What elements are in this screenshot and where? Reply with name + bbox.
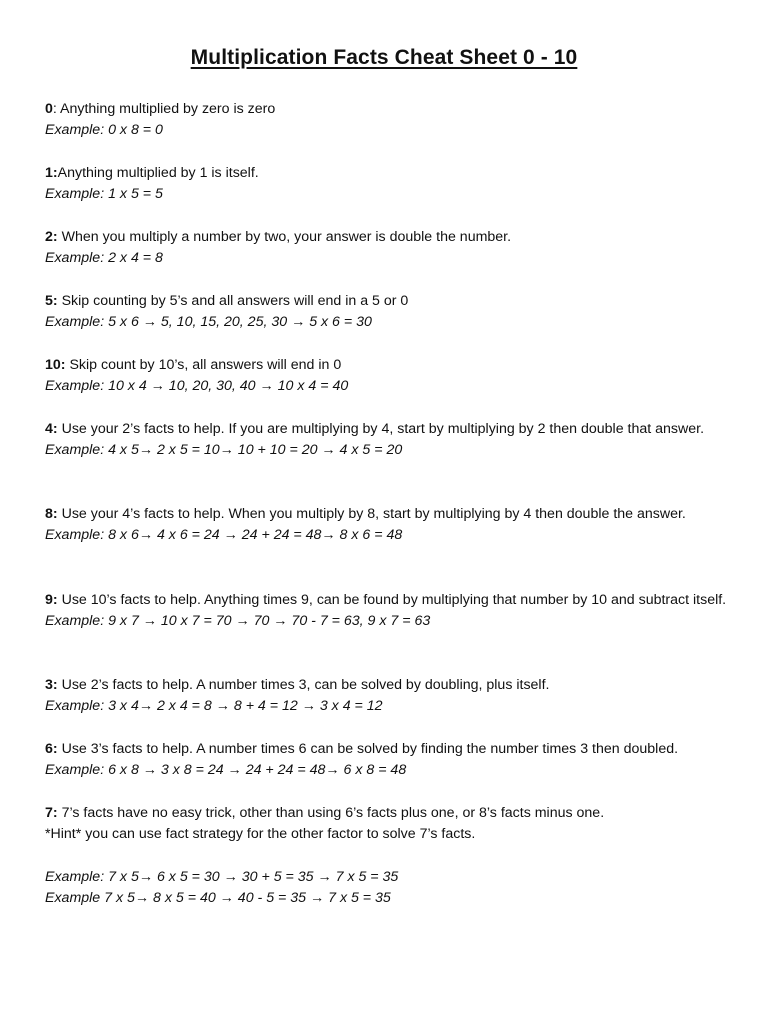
page-title: Multiplication Facts Cheat Sheet 0 - 10 <box>190 46 578 69</box>
rule-2-example: Example: 2 x 4 = 8 <box>45 250 163 266</box>
rule-1-example: Example: 1 x 5 = 5 <box>45 186 163 202</box>
rule-3-text <box>45 675 735 696</box>
rule-8-number: 8: <box>45 506 58 522</box>
rule-7-example-1: Example: 7 x 5→ 6 x 5 = 30 → 30 + 5 = 35 → 7 x 5 = 35 <box>45 869 399 885</box>
rule-6-description: Use 3’s facts to help. A number times 6 can be solved by finding the number times 3 then doubled. <box>57 741 679 757</box>
rule-9-description: Use 10’s facts to help. Anything times 9, can be found by multiplying that number by 10 and subtract itself. <box>57 592 727 608</box>
rule-5-number: 5: <box>45 293 58 309</box>
rule-0-separator: : <box>52 101 57 117</box>
rule-6 <box>45 739 735 781</box>
rule-4-text <box>45 419 735 440</box>
rule-6-example: Example: 6 x 8 → 3 x 8 = 24 → 24 + 24 = 48→ 6 x 8 = 48 <box>45 762 407 778</box>
rule-2-text <box>45 227 735 248</box>
rule-10-number: 10: <box>45 357 66 373</box>
rule-8-text <box>45 504 735 525</box>
rule-3-number: 3: <box>45 677 58 693</box>
rule-9-example: Example: 9 x 7 → 10 x 7 = 70 → 70 → 70 - 7 = 63, 9 x 7 = 63 <box>45 613 431 629</box>
rule-0-number: 0 <box>45 101 53 117</box>
rule-7 <box>45 803 735 909</box>
rule-0-example: Example: 0 x 8 = 0 <box>45 122 163 138</box>
rule-8 <box>45 504 735 546</box>
rule-7-example-2: Example 7 x 5→ 8 x 5 = 40 → 40 - 5 = 35 → 7 x 5 = 35 <box>45 890 391 906</box>
rule-8-example: Example: 8 x 6→ 4 x 6 = 24 → 24 + 24 = 48→ 8 x 6 = 48 <box>45 527 403 543</box>
rule-4 <box>45 419 735 461</box>
rule-2-number: 2: <box>45 229 58 245</box>
rule-1-text <box>45 163 735 184</box>
rule-1-number: 1: <box>45 165 58 181</box>
rule-2-description: When you multiply a number by two, your answer is double the number. <box>57 229 512 245</box>
rule-7-hint: *Hint* you can use fact strategy for the other factor to solve 7’s facts. <box>45 826 476 842</box>
rule-5-text <box>45 291 735 312</box>
rule-9-number: 9: <box>45 592 58 608</box>
rule-0-description: Anything multiplied by zero is zero <box>56 101 276 117</box>
rule-4-example: Example: 4 x 5→ 2 x 5 = 10→ 10 + 10 = 20 → 4 x 5 = 20 <box>45 442 403 458</box>
rule-3-description: Use 2’s facts to help. A number times 3, can be solved by doubling, plus itself. <box>57 677 550 693</box>
rule-10-example: Example: 10 x 4 → 10, 20, 30, 40 → 10 x 4 = 40 <box>45 378 349 394</box>
rule-6-number: 6: <box>45 741 58 757</box>
rule-0-text <box>45 99 735 120</box>
rule-9-text <box>45 590 735 611</box>
rule-1-description: Anything multiplied by 1 is itself. <box>57 165 259 181</box>
rule-3-example: Example: 3 x 4→ 2 x 4 = 8 → 8 + 4 = 12 → 3 x 4 = 12 <box>45 698 383 714</box>
rule-10 <box>45 355 735 397</box>
rule-5 <box>45 291 735 333</box>
rule-9 <box>45 590 735 632</box>
rule-10-text <box>45 355 735 376</box>
rule-8-description: Use your 4’s facts to help. When you multiply by 8, start by multiplying by 4 then double the answer. <box>57 506 686 522</box>
rule-7-description: 7’s facts have no easy trick, other than using 6’s facts plus one, or 8’s facts minus one. <box>57 805 605 821</box>
rule-5-example: Example: 5 x 6 → 5, 10, 15, 20, 25, 30 → 5 x 6 = 30 <box>45 314 372 330</box>
rule-10-description: Skip count by 10’s, all answers will end in 0 <box>65 357 342 373</box>
rule-4-number: 4: <box>45 421 58 437</box>
rule-3 <box>45 675 735 717</box>
rule-2 <box>45 227 735 269</box>
rule-4-description: Use your 2’s facts to help. If you are multiplying by 4, start by multiplying by 2 then double that answer. <box>57 421 705 437</box>
rule-5-description: Skip counting by 5’s and all answers will end in a 5 or 0 <box>57 293 409 309</box>
rule-6-text <box>45 739 735 760</box>
rule-1 <box>45 163 735 205</box>
rule-0 <box>45 99 735 141</box>
rule-7-text <box>45 803 735 824</box>
rule-7-number: 7: <box>45 805 58 821</box>
